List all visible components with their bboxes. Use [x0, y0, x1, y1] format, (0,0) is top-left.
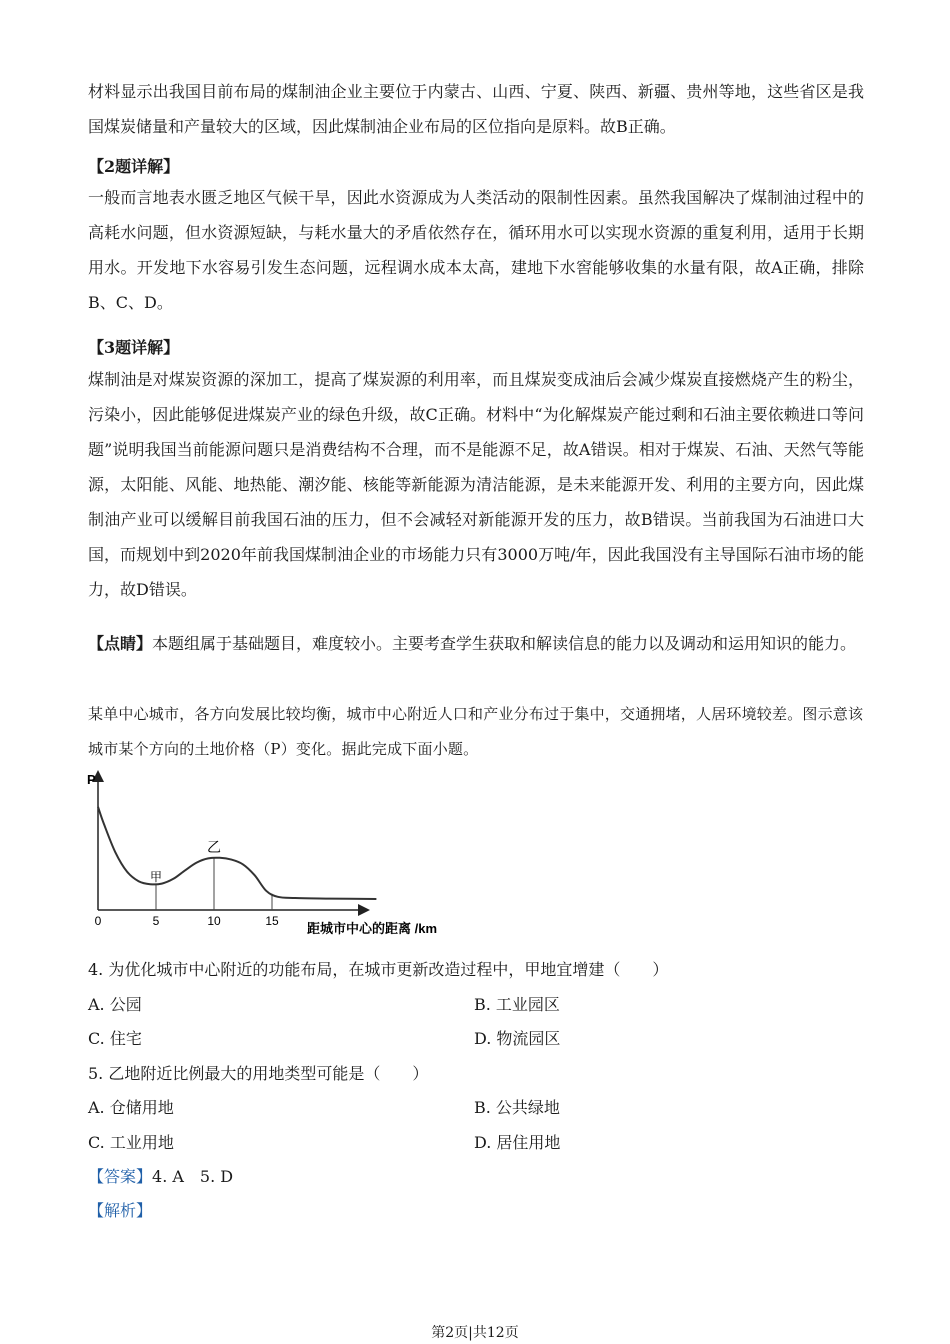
key-point	[88, 626, 864, 661]
q5-option-a[interactable]: A. 仓储用地	[88, 1098, 174, 1117]
q5-option-b[interactable]: B. 公共绿地	[474, 1098, 560, 1117]
key-point-tag: 【点睛】	[88, 634, 153, 653]
x-tick-label-10: 10	[207, 914, 221, 928]
explanation-q2: 一般而言地表水匮乏地区气候干旱，因此水资源成为人类活动的限制性因素。虽然我国解决了煤制油过程中的高耗水问题，但水资源短缺，与耗水量大的矛盾依然存在，循环用水可以实现水资源的重复利用，适用于长期用水。开发地下水容易引发生态问题，远程调水成本太高，建地下水窖能够收集的水量有限，故A正确，排除B、C、D。	[88, 188, 864, 312]
section-heading-q3: 【3题详解】	[88, 338, 180, 357]
page-footer: 第2页|共12页	[431, 1325, 519, 1341]
x-axis-label: 距城市中心的距离 /km	[307, 921, 438, 936]
x-tick-label-5: 5	[152, 914, 160, 928]
q4-option-c[interactable]: C. 住宅	[88, 1029, 142, 1048]
section-heading-q2: 【2题详解】	[88, 157, 180, 176]
key-point-text: 本题组属于基础题目，难度较小。主要考查学生获取和解读信息的能力以及调动和运用知识的能力。	[152, 634, 857, 653]
q5-option-d[interactable]: D. 居住用地	[474, 1133, 561, 1152]
analysis-line	[88, 1199, 152, 1223]
annotation-group	[150, 840, 221, 884]
answer-line	[88, 1165, 233, 1189]
explanation-q3: 煤制油是对煤炭资源的深加工，提高了煤炭源的利用率，而且煤炭变成油后会减少煤炭直接燃烧产生的粉尘，污染小，因此能够促进煤炭产业的绿色升级，故C正确。材料中“为化解煤炭产能过剩和石油主要依赖进口等问题”说明我国当前能源问题只是消费结构不合理，而不是能源不足，故A错误。相对于煤炭、石油、天然气等能源，太阳能、风能、地热能、潮汐能、核能等新能源为清洁能源，是未来能源开发、利用的主要方向，因此煤制油产业可以缓解目前我国石油的压力，但不会减轻对新能源开发的压力，故B错误。当前我国为石油进口大国，而规划中到2020年前我国煤制油企业的市场能力只有3000万吨/年，因此我国没有主导国际石油市场的能力，故D错误。	[88, 370, 864, 599]
question-5: 5. 乙地附近比例最大的用地类型可能是（ ）	[88, 1064, 429, 1083]
x-tick-label-0: 0	[94, 914, 102, 928]
annotation-yi: 乙	[207, 840, 221, 857]
land-price-chart	[84, 770, 454, 940]
question-4: 4. 为优化城市中心附近的功能布局，在城市更新改造过程中，甲地宜增建（ ）	[88, 960, 669, 979]
annotation-jia: 甲	[149, 869, 163, 884]
q4-option-a[interactable]: A. 公园	[88, 995, 142, 1014]
analysis-tag: 【解析】	[88, 1201, 153, 1220]
q4-option-d[interactable]: D. 物流园区	[474, 1029, 561, 1048]
explanation-q1-conclusion: 材料显示出我国目前布局的煤制油企业主要位于内蒙古、山西、宁夏、陕西、新疆、贵州等地，这些省区是我国煤炭储量和产量较大的区域，因此煤制油企业布局的区位指向是原料。故B正确。	[88, 82, 864, 136]
land-price-line	[98, 807, 376, 899]
q4-option-b[interactable]: B. 工业园区	[474, 995, 560, 1014]
q5-option-c[interactable]: C. 工业用地	[88, 1133, 174, 1152]
question-stem: 某单中心城市，各方向发展比较均衡，城市中心附近人口和产业分布过于集中，交通拥堵，人居环境较差。图示意该城市某个方向的土地价格（P）变化。据此完成下面小题。	[88, 705, 864, 758]
x-tick-label-15: 15	[265, 914, 279, 928]
answer-tag: 【答案】	[88, 1167, 153, 1186]
answer-text: 4. A 5. D	[152, 1167, 234, 1186]
y-axis-label: P	[87, 772, 96, 787]
